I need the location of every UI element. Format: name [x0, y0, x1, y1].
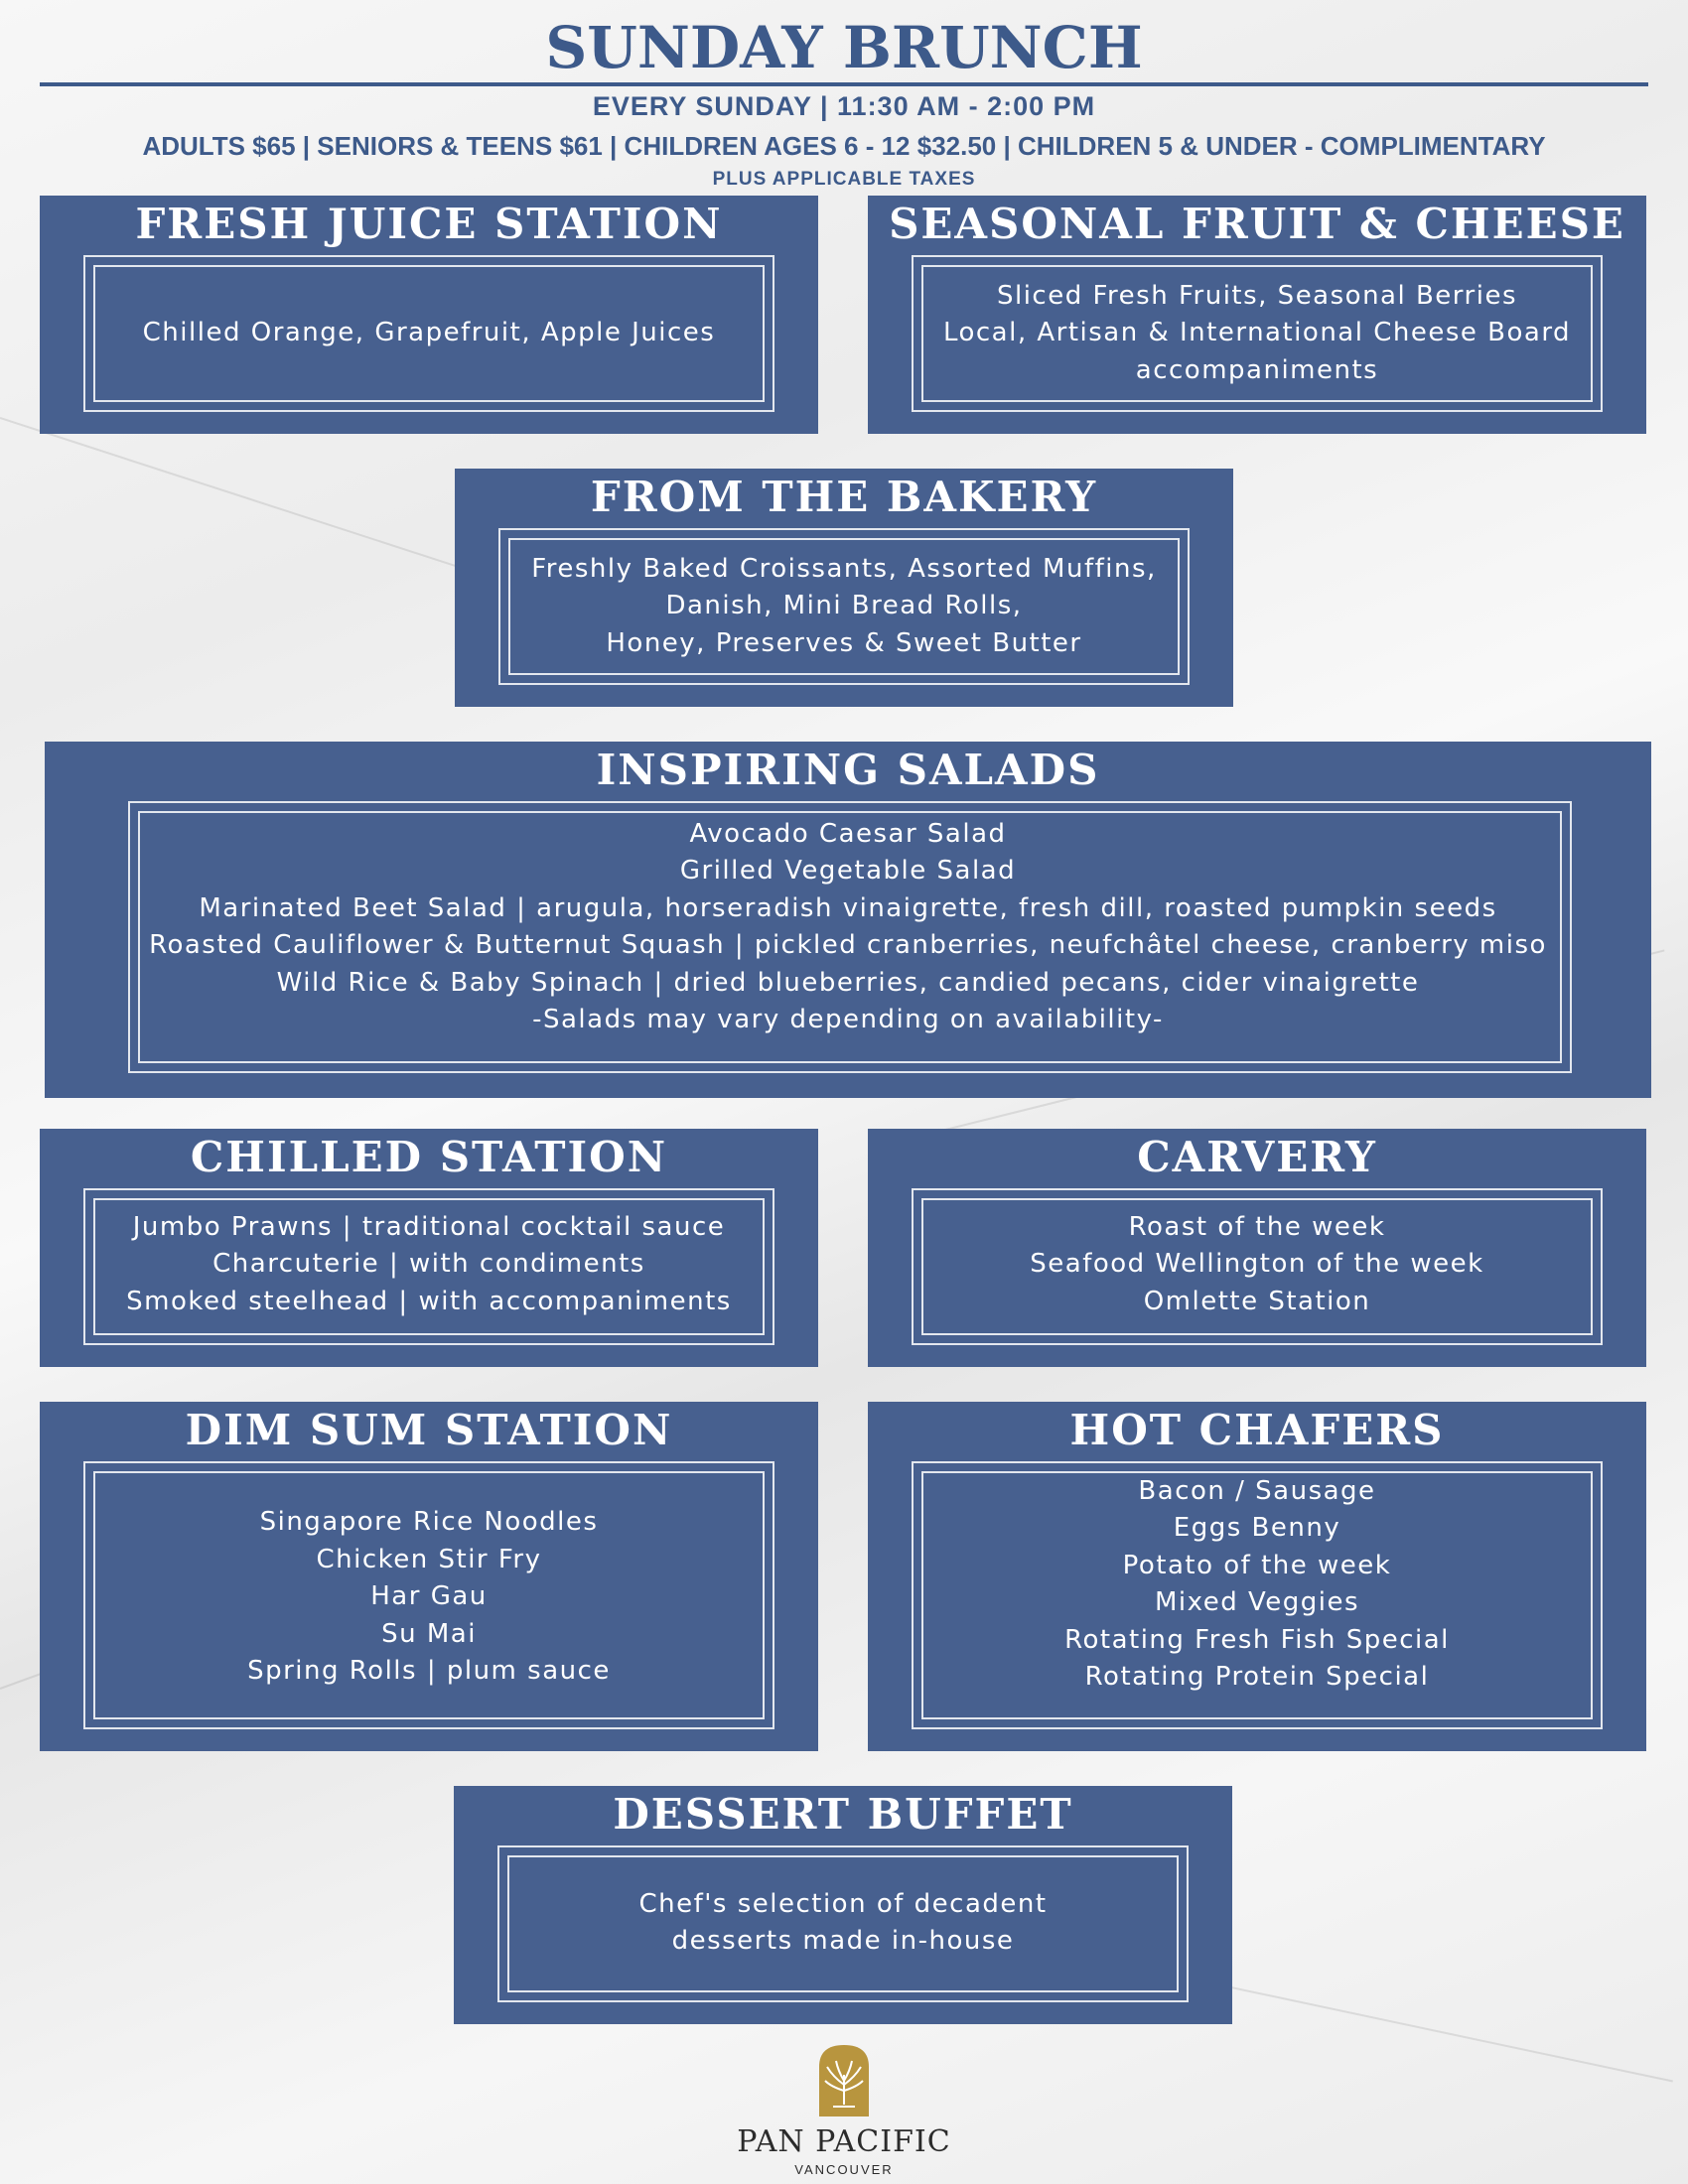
menu-item: Singapore Rice Noodles	[259, 1507, 599, 1538]
fruit-cheese-card	[868, 196, 1646, 434]
schedule-line: EVERY SUNDAY | 11:30 AM - 2:00 PM	[592, 91, 1096, 121]
menu-item: Grilled Vegetable Salad	[679, 856, 1017, 886]
dim-sum-items	[40, 1487, 818, 1707]
dessert-items	[454, 1853, 1232, 1992]
menu-item: Rotating Protein Special	[1084, 1662, 1430, 1692]
title-rule	[40, 82, 1648, 86]
menu-item: Jumbo Prawns | traditional cocktail sauce	[132, 1211, 726, 1242]
menu-item: Charcuterie | with condiments	[212, 1249, 645, 1280]
carvery-items	[868, 1190, 1646, 1339]
menu-item: Honey, Preserves & Sweet Butter	[606, 627, 1082, 658]
page-title: SUNDAY BRUNCH	[545, 14, 1143, 81]
menu-item: Roast of the week	[1128, 1211, 1386, 1242]
menu-item: Avocado Caesar Salad	[689, 818, 1007, 849]
dim-sum-title: DIM SUM STATION	[185, 1406, 673, 1454]
menu-item: Chilled Orange, Grapefruit, Apple Juices	[142, 318, 716, 348]
menu-item: Chef's selection of decadent	[638, 1888, 1048, 1919]
menu-item: Har Gau	[370, 1581, 488, 1612]
brand-name: PAN PACIFIC	[737, 2124, 951, 2159]
dessert-title: DESSERT BUFFET	[613, 1790, 1073, 1839]
bakery-title: FROM THE BAKERY	[590, 473, 1098, 521]
hot-chafers-items	[868, 1465, 1646, 1704]
hot-chafers-title: HOT CHAFERS	[1069, 1406, 1445, 1454]
menu-item: Freshly Baked Croissants, Assorted Muffins,	[531, 553, 1157, 584]
chilled-title: CHILLED STATION	[190, 1133, 668, 1181]
menu-item: Bacon / Sausage	[1138, 1475, 1376, 1506]
carvery-card	[868, 1129, 1646, 1367]
menu-item: Smoked steelhead | with accompaniments	[126, 1286, 732, 1316]
fruit-cheese-title: SEASONAL FRUIT & CHEESE	[889, 200, 1625, 248]
chilled-items	[40, 1190, 818, 1339]
dessert-card	[454, 1786, 1232, 2024]
fresh-juice-items	[40, 265, 818, 402]
menu-item: Wild Rice & Baby Spinach | dried blueberries, candied pecans, cider vinaigrette	[276, 967, 1420, 998]
pricing-line: ADULTS $65 | SENIORS & TEENS $61 | CHILDREN AGES 6 - 12 $32.50 | CHILDREN 5 & UNDER - COMPLIMENTARY	[142, 131, 1546, 161]
menu-item: Eggs Benny	[1173, 1513, 1341, 1543]
menu-item: Seafood Wellington of the week	[1030, 1249, 1484, 1280]
menu-item: Local, Artisan & International Cheese Board	[942, 318, 1572, 348]
menu-item: Rotating Fresh Fish Special	[1064, 1624, 1450, 1655]
chilled-card	[40, 1129, 818, 1367]
menu-item: Marinated Beet Salad | arugula, horseradish vinaigrette, fresh dill, roasted pumpkin seeds	[199, 892, 1497, 923]
menu-item: Danish, Mini Bread Rolls,	[665, 591, 1023, 621]
hot-chafers-card	[868, 1402, 1646, 1751]
fresh-juice-title: FRESH JUICE STATION	[135, 200, 723, 248]
menu-item: Mixed Veggies	[1154, 1587, 1360, 1617]
menu-item: accompaniments	[1135, 354, 1379, 385]
carvery-title: CARVERY	[1137, 1133, 1377, 1181]
menu-item: Potato of the week	[1122, 1550, 1392, 1580]
salads-card	[45, 742, 1651, 1098]
dim-sum-card	[40, 1402, 818, 1751]
bakery-items	[455, 532, 1233, 681]
tax-note: PLUS APPLICABLE TAXES	[712, 169, 976, 190]
fruit-cheese-items	[868, 259, 1646, 408]
menu-item: Sliced Fresh Fruits, Seasonal Berries	[996, 280, 1517, 311]
fresh-juice-card	[40, 196, 818, 434]
menu-item: Roasted Cauliflower & Butternut Squash | pickled cranberries, neufchâtel cheese, cranberry miso	[149, 930, 1547, 960]
salads-items	[45, 804, 1651, 1050]
menu-item: -Salads may vary depending on availability-	[532, 1005, 1164, 1034]
menu-item: Su Mai	[381, 1618, 477, 1649]
salads-title: INSPIRING SALADS	[596, 746, 1100, 794]
brand-location: VANCOUVER	[794, 2162, 894, 2177]
menu-item: desserts made in-house	[671, 1926, 1015, 1956]
menu-item: Chicken Stir Fry	[316, 1544, 542, 1574]
menu-item: Spring Rolls | plum sauce	[247, 1656, 611, 1687]
pan-pacific-logo-icon	[819, 2045, 869, 2116]
menu-item: Omlette Station	[1143, 1286, 1371, 1316]
bakery-card	[455, 469, 1233, 707]
